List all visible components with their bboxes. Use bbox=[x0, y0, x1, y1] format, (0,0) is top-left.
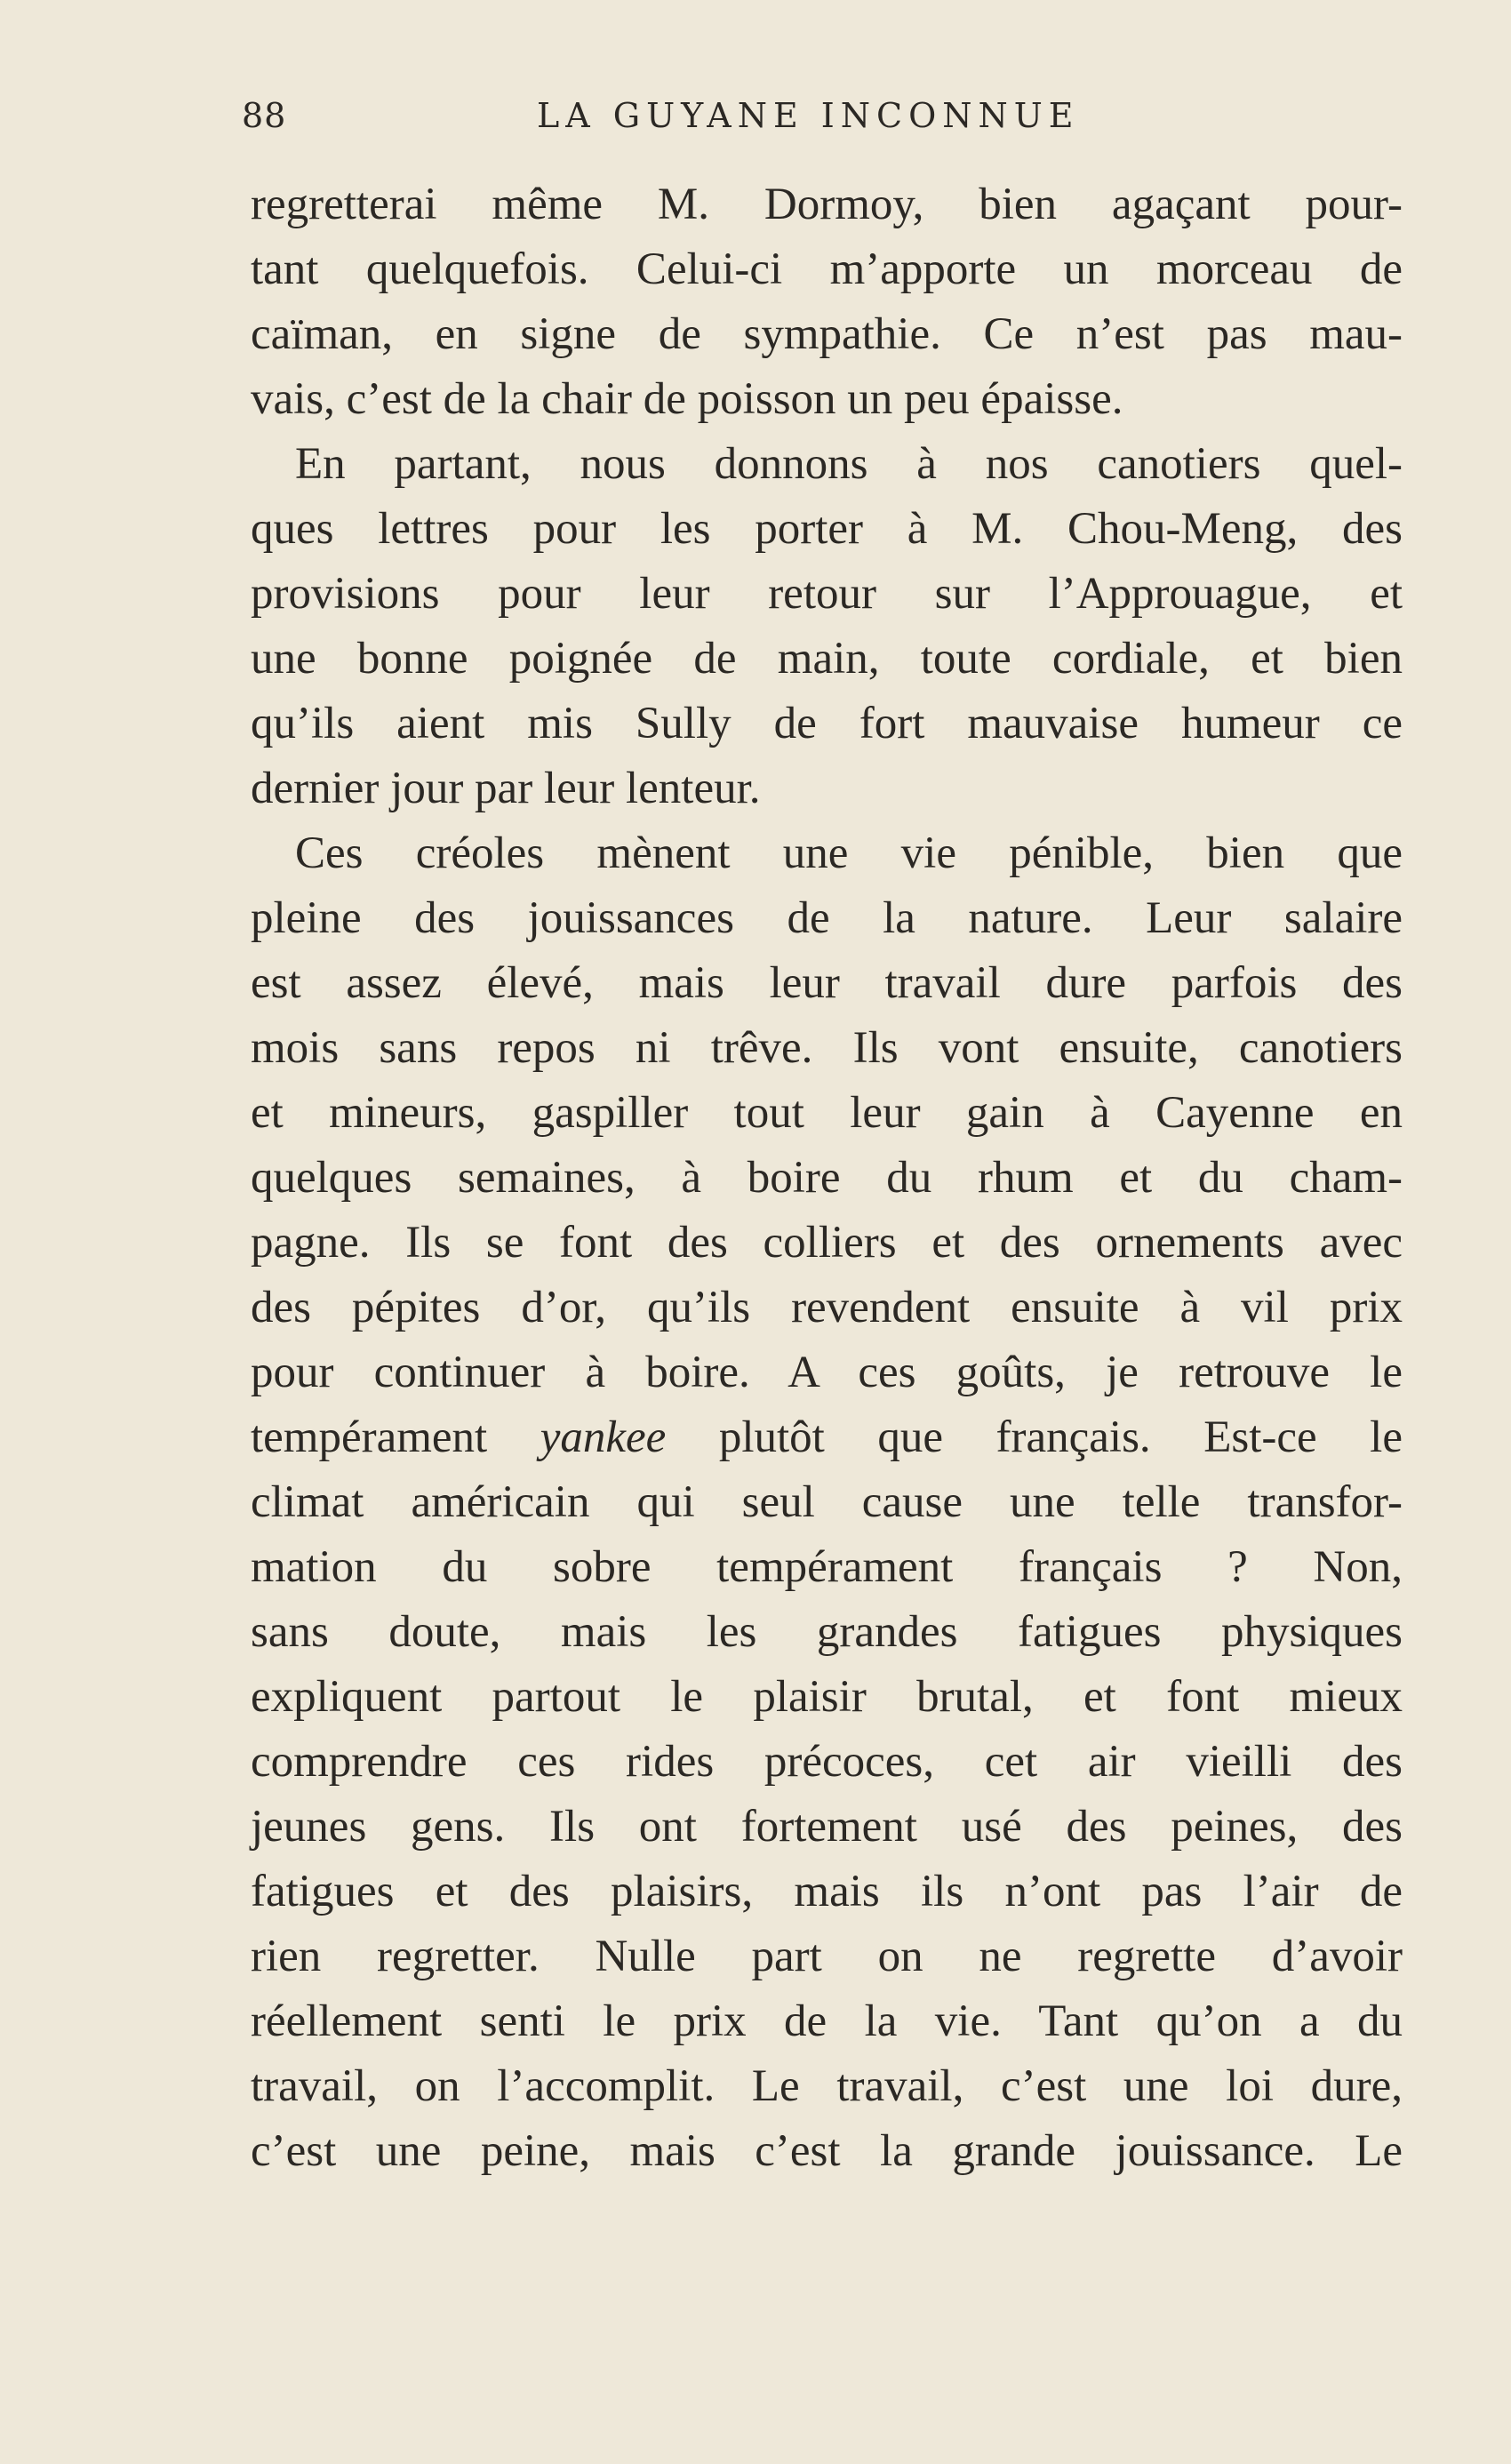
text-line: tant quelquefois. Celui-ci m’apporte un morceau de bbox=[251, 244, 1403, 294]
text-line: pagne. Ils se font des colliers et des ornements avec bbox=[251, 1218, 1403, 1268]
text-line: réellement senti le prix de la vie. Tant qu’on a du bbox=[251, 1996, 1403, 2046]
text-line: travail, on l’accomplit. Le travail, c’est une loi dure, bbox=[251, 2061, 1403, 2111]
text-line: Ces créoles mènent une vie pénible, bien que bbox=[295, 828, 1403, 878]
text-line: sans doute, mais les grandes fatigues physiques bbox=[251, 1607, 1403, 1657]
text-line: quelques semaines, à boire du rhum et du cham- bbox=[251, 1153, 1403, 1203]
text-line: En partant, nous donnons à nos canotiers quel- bbox=[295, 439, 1403, 489]
text-line: fatigues et des plaisirs, mais ils n’ont pas l’air de bbox=[251, 1867, 1403, 1916]
text-line: qu’ils aient mis Sully de fort mauvaise humeur ce bbox=[251, 699, 1403, 748]
text-line: regretterai même M. Dormoy, bien agaçant pour- bbox=[251, 180, 1403, 229]
text-line: caïman, en signe de sympathie. Ce n’est pas mau- bbox=[251, 309, 1403, 359]
text-line: mois sans repos ni trêve. Ils vont ensuite, canotiers bbox=[251, 1023, 1403, 1073]
text-line: comprendre ces rides précoces, cet air vieilli des bbox=[251, 1737, 1403, 1787]
text-line: pleine des jouissances de la nature. Leur salaire bbox=[251, 893, 1403, 943]
text-line: expliquent partout le plaisir brutal, et font mieux bbox=[251, 1672, 1403, 1722]
text-line: c’est une peine, mais c’est la grande jouissance. Le bbox=[251, 2126, 1403, 2176]
running-title: LA GUYANE INCONNUE bbox=[537, 96, 1080, 135]
text-line: climat américain qui seul cause une telle transfor- bbox=[251, 1477, 1403, 1527]
page-number: 88 bbox=[242, 96, 287, 135]
text-line: provisions pour leur retour sur l’Approuague, et bbox=[251, 569, 1403, 619]
text-line: vais, c’est de la chair de poisson un peu épaisse. bbox=[251, 374, 1123, 424]
italic-word: yankee bbox=[540, 1412, 667, 1462]
text-line: des pépites d’or, qu’ils revendent ensuite à vil prix bbox=[251, 1283, 1403, 1332]
text-line: jeunes gens. Ils ont fortement usé des peines, des bbox=[251, 1802, 1403, 1852]
text-line: ques lettres pour les porter à M. Chou-Meng, des bbox=[251, 504, 1403, 554]
text-line: mation du sobre tempérament français ? Non, bbox=[251, 1542, 1403, 1592]
text-segment: tempérament bbox=[251, 1412, 540, 1462]
text-line: est assez élevé, mais leur travail dure parfois des bbox=[251, 958, 1403, 1008]
page-header bbox=[242, 96, 1403, 149]
text-segment: plutôt que français. Est-ce le bbox=[666, 1412, 1403, 1462]
text-line: une bonne poignée de main, toute cordiale, et bien bbox=[251, 634, 1403, 684]
text-line: pour continuer à boire. A ces goûts, je retrouve le bbox=[251, 1348, 1403, 1397]
text-line: rien regretter. Nulle part on ne regrette d’avoir bbox=[251, 1932, 1403, 1981]
text-line bbox=[251, 1405, 1403, 1470]
text-line: dernier jour par leur lenteur. bbox=[251, 764, 761, 813]
body-text bbox=[251, 172, 1403, 2184]
text-line: et mineurs, gaspiller tout leur gain à Cayenne en bbox=[251, 1088, 1403, 1138]
